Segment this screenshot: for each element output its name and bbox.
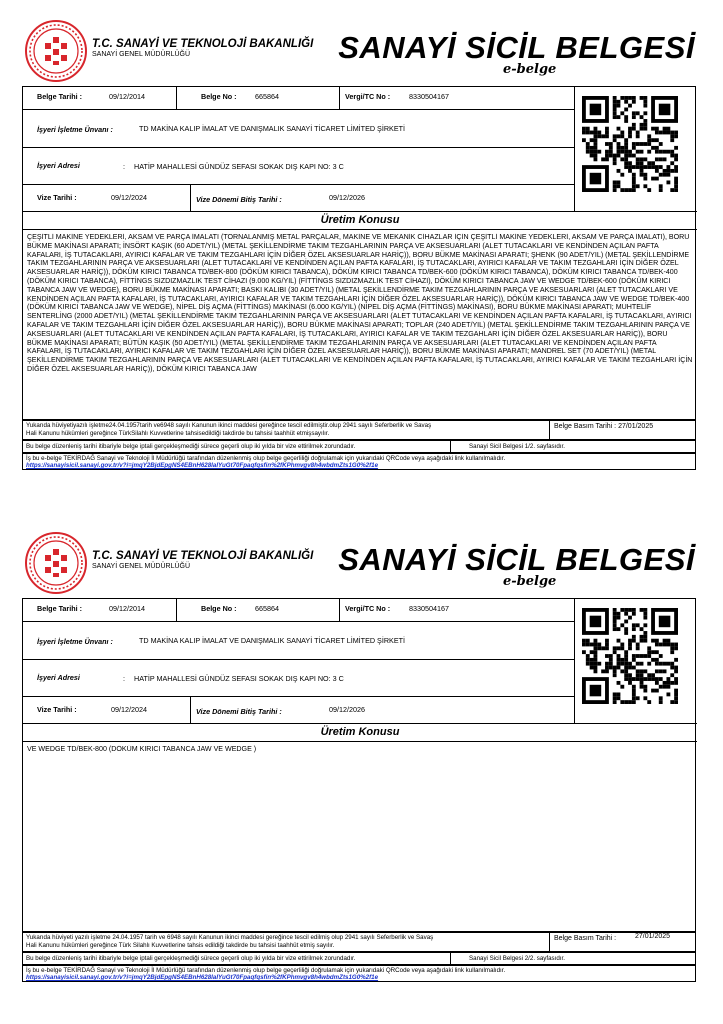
divider	[23, 211, 697, 212]
verify-note-box	[22, 965, 696, 982]
belge-no-label: Belge No :	[201, 92, 237, 101]
basim-tarihi: 27/01/2025	[635, 933, 671, 940]
unvan-label: İşyeri İşletme Ünvanı :	[37, 125, 113, 134]
ministry-name: T.C. SANAYİ VE TEKNOLOJİ BAKANLIĞI	[92, 550, 314, 562]
unvan-value: TD MAKİNA KALIP İMALAT VE DANIŞMALIK SANAYİ TİCARET LİMİTED ŞİRKETİ	[139, 636, 406, 645]
validity-note: Bu belge düzenleniş tarihi itibariyle belge iptali gerçekleşmediği sürece geçerli olup iki yılda bir vize ettirilmek zorundadır.	[26, 443, 356, 450]
verify-note-box	[22, 453, 696, 470]
document-title: SANAYİ SİCİL BELGESİ	[338, 542, 695, 577]
document-title: SANAYİ SİCİL BELGESİ	[338, 30, 695, 65]
vergi-no-label: Vergi/TC No :	[345, 604, 391, 613]
adres-label: İşyeri Adresi	[37, 673, 80, 682]
divider	[190, 696, 191, 723]
verify-note: İş bu e-belge TEKİRDAĞ Sanayi ve Teknoloji İl Müdürlüğü tarafından düzenlenmiş olup belge geçerliliği doğrulamak için yukarıdaki QRCode veya aşağıdaki link kullanılmalıdır.	[26, 967, 506, 974]
belge-tarihi-value: 09/12/2014	[109, 604, 145, 613]
legal-note-box	[22, 932, 696, 952]
vize-tarihi-label: Vize Tarihi :	[37, 705, 77, 714]
divider	[450, 953, 451, 964]
unvan-label: İşyeri İşletme Ünvanı :	[37, 637, 113, 646]
vize-tarihi-label: Vize Tarihi :	[37, 193, 77, 202]
vize-bitis-label: Vize Dönemi Bitiş Tarihi :	[196, 707, 282, 716]
e-belge-label: e-belge	[503, 62, 557, 77]
verify-note: İş bu e-belge TEKİRDAĞ Sanayi ve Teknoloji İl Müdürlüğü tarafından düzenlenmiş olup belge geçerliliği doğrulamak için yukarıdaki QRCode veya aşağıdaki link kullanılmalıdır.	[26, 455, 506, 462]
validity-note-box	[22, 952, 696, 965]
unvan-value: TD MAKİNA KALIP İMALAT VE DANIŞMALIK SANAYİ TİCARET LİMİTED ŞİRKETİ	[139, 124, 406, 133]
belge-tarihi-label: Belge Tarihi :	[37, 604, 82, 613]
divider	[339, 599, 340, 621]
vize-bitis-value: 09/12/2026	[329, 705, 365, 714]
divider	[549, 933, 550, 951]
vize-tarihi-value: 09/12/2024	[111, 193, 147, 202]
divider	[23, 109, 574, 110]
belge-tarihi-value: 09/12/2014	[109, 92, 145, 101]
divider	[23, 229, 697, 230]
divider	[574, 87, 575, 211]
legal-note-line-1: Yukarıda hüviyeti yazılı işletme 24.04.1957 tarih ve 6948 sayılı Kanunun ikinci maddesi gereğince tescil edilmiş olup 2941 sayılı Seferberlik ve Savaş	[26, 934, 434, 941]
vize-bitis-label: Vize Dönemi Bitiş Tarihi :	[196, 195, 282, 204]
vergi-no-label: Vergi/TC No :	[345, 92, 391, 101]
adres-colon: :	[123, 162, 125, 171]
divider	[23, 723, 697, 724]
divider	[450, 441, 451, 452]
basim-tarihi-label: Belge Basım Tarihi :	[554, 935, 617, 942]
divider	[190, 184, 191, 211]
adres-colon: :	[123, 674, 125, 683]
ministry-name: T.C. SANAYİ VE TEKNOLOJİ BAKANLIĞI	[92, 38, 314, 50]
directorate-name: SANAYİ GENEL MÜDÜRLÜĞÜ	[92, 51, 191, 58]
directorate-name: SANAYİ GENEL MÜDÜRLÜĞÜ	[92, 563, 191, 570]
e-belge-label: e-belge	[503, 574, 557, 589]
uretim-konusu-text: VE WEDGE TD/BEK-800 (DÖKÜM KIRICI TABANCA JAW VE WEDGE )	[27, 745, 257, 753]
divider	[23, 696, 574, 697]
verify-link[interactable]: https://sanayisicil.sanayi.gov.tr/v?i=jmqY2BjdEpgNS4EBnH628laIYuGt70Fpaqfqsfin%2fKPhmvgv8h4wbdmZts1G0%2f1e	[26, 974, 379, 981]
validity-note-box	[22, 440, 696, 453]
legal-note-line-2: Hali Kanunu hükümleri gereğince Türk Silahlı Kuvvetlerine tahsis edildiği takdirde bu tahsisi taahhüt etmiş sayılır.	[26, 942, 335, 949]
uretim-konusu-title: Üretim Konusu	[320, 214, 400, 226]
legal-note-line-1: Yukarıda hüviyetiyazılı işletme24.04.1957tarih ve6948 sayılı Kanunun ikinci maddesi gereğince tescil edilmiştir.olup 2941 sayılı Seferberlik ve Savaş	[26, 422, 432, 429]
belge-no-value: 665864	[255, 604, 279, 613]
qr-code-icon[interactable]	[582, 96, 678, 192]
divider	[176, 599, 177, 621]
divider	[23, 184, 574, 185]
certificate-box	[22, 86, 696, 420]
page-info: Sanayi Sicil Belgesi 2/2. sayfasıdır.	[469, 955, 565, 962]
legal-note-box	[22, 420, 696, 440]
basim-tarihi: Belge Basım Tarihi : 27/01/2025	[554, 423, 654, 430]
page-info: Sanayi Sicil Belgesi 1/2. sayfasıdır.	[469, 443, 565, 450]
vergi-no-value: 8330504167	[409, 92, 449, 101]
vergi-no-value: 8330504167	[409, 604, 449, 613]
divider	[23, 621, 574, 622]
ministry-seal-icon	[24, 19, 88, 83]
divider	[176, 87, 177, 109]
adres-label: İşyeri Adresi	[37, 161, 80, 170]
qr-code-icon[interactable]	[582, 608, 678, 704]
uretim-konusu-text: ÇEŞİTLİ MAKİNE YEDEKLERİ, AKSAM VE PARÇA İMALATI (TORNALANMIŞ METAL PARÇALAR, MAKİNE VE MEKANİK CİHAZLAR İÇİN ÇEŞİTLİ MAKİNE YEDEKLERİ, AKSAM VE PARÇA İMALATI), BORU BÜKME MAKİNASI APARATI; İNSÖRT KAŞIK (60 ADET/YIL) (METAL ŞEKİLLENDİRME TAKIM TEZGAHLARININ PARÇA VE AKSESUARLARI (ALET TUTACAKLARI VE KENDİNDEN AÇILAN PAFTA KAFALARI, İŞ TUTACAKLARI, AYIRICI KAFALAR VE TAKIM TEZGAHLARI İÇİN DİĞER ÖZEL AKSESUARLAR HARİÇ)), BORU BÜKME MAKİNASI APARATI; ŞHENK (90 ADET/YIL) (METAL ŞEKİLLENDİRME TAKIM TEZGAHLARININ PARÇA VE AKSESUARLARI (ALET TUTACAKLARI VE KENDİNDEN AÇILAN PAFTA KAFALARI, İŞ TUTACAKLARI, AYIRICI KAFALAR VE TAKIM TEZGAHLARI İÇİN DİĞER ÖZEL AKSESUARLAR HARİÇ)), DÖKÜM KIRICI TABANCA TD/BEK-800 (DÖKÜM KIRICI TABANCA), DÖKÜM KIRICI TABANCA TD/BEK-600 (DÖKÜM KIRICI TABANCA), DÖKÜM KIRICI TABANCA TD/BEK-400 (DÖKÜM KIRICI TABANCA), FİTTİNGS SIZDIZMAZLIK TEST CİHAZI (9.000 KG/YIL) (FİTTİNGS SIZDIZMAZLIK TEST CİHAZI), DÖKÜM KIRICI TABANCA JAW VE WEDGE TD/BEK-600 (DÖKÜM KIRICI TABANCA JAW VE WEDGE), BORU BÜKME MAKİNASI APARATI; BASKI KALIBI (30 ADET/YIL) (METAL ŞEKİLLENDİRME TAKIM TEZGAHLARININ PARÇA VE AKSESUARLARI (ALET TUTACAKLARI VE KENDİNDEN AÇILAN PAFTA KAFALARI, İŞ TUTACAKLARI, AYIRICI KAFALAR VE TAKIM TEZGAHLARI İÇİN DİĞER ÖZEL AKSESUARLAR HARİÇ)), DÖKÜM KIRICI TABANCA JAW VE WEDGE TD/BEK-400 (DÖKÜM KIRICI TABANCA JAW VE WEDGE), NİPEL DİŞ AÇMA (FİTTİNGS) MAKİNASI (6.000 KG/YIL) (NİPEL DİŞ AÇMA (FİTTİNGS) MAKİNASI), BORU BÜKME MAKİNASI APARATI; MUHTELİF SENTERLİNG (2000 ADET/YIL) (METAL ŞEKİLLENDİRME TAKIM TEZGAHLARININ PARÇA VE AKSESUARLARI (ALET TUTACAKLARI VE KENDİNDEN AÇILAN PAFTA KAFALARI, İŞ TUTACAKLARI, AYIRICI KAFALAR VE TAKIM TEZGAHLARI İÇİN DİĞER ÖZEL AKSESUARLAR HARİÇ)), BORU BÜKME MAKİNASI APARATI; TOPLAR (240 ADET/YIL) (METAL ŞEKİLLENDİRME TAKIM TEZGAHLARININ PARÇA VE AKSESUARLARI (ALET TUTACAKLARI VE KENDİNDEN AÇILAN PAFTA KAFALARI, İŞ TUTACAKLARI, AYIRICI KAFALAR VE TAKIM TEZGAHLARI İÇİN DİĞER ÖZEL AKSESUARLAR HARİÇ)), BORU BÜKME MAKİNASI APARATI; BÜTÜN KAŞIK (50 ADET/YIL) (METAL ŞEKİLLENDİRME TAKIM TEZGAHLARININ PARÇA VE AKSESUARLARI (ALET TUTACAKLARI VE KENDİNDEN AÇILAN PAFTA KAFALARI, İŞ TUTACAKLARI, AYIRICI KAFALAR VE TAKIM TEZGAHLARI İÇİN DİĞER ÖZEL AKSESUARLAR HARİÇ)), BORU BÜKME MAKİNASI APARATI; MANDREL SET (70 ADET/YIL) (METAL ŞEKİLLENDİRME TAKIM TEZGAHLARININ PARÇA VE AKSESUARLARI (ALET TUTACAKLARI VE KENDİNDEN AÇILAN PAFTA KAFALARI, İŞ TUTACAKLARI, AYIRICI KAFALAR VE TAKIM TEZGAHLARI İÇİN DİĞER ÖZEL AKSESUARLAR HARİÇ)), DÖKÜM KIRICI TABANCA JAW	[27, 233, 693, 373]
adres-value: HATİP MAHALLESİ GÜNDÜZ SEFASI SOKAK DIŞ KAPI NO: 3 C	[134, 162, 344, 171]
verify-link[interactable]: https://sanayisicil.sanayi.gov.tr/v?i=jmqY2BjdEpgNS4EBnH628laIYuGt70Fpaqfqsfin%2fKPhmvgv8h4wbdmZts1G0%2f1e	[26, 462, 379, 469]
ministry-seal-icon	[24, 531, 88, 595]
divider	[23, 659, 574, 660]
document-page-2	[0, 512, 723, 982]
vize-tarihi-value: 09/12/2024	[111, 705, 147, 714]
divider	[549, 421, 550, 439]
belge-tarihi-label: Belge Tarihi :	[37, 92, 82, 101]
divider	[23, 147, 574, 148]
belge-no-value: 665864	[255, 92, 279, 101]
divider	[339, 87, 340, 109]
legal-note-line-2: Hali Kanunu hükümleri gereğince TürkSilahlı Kuvvetlerine tahsisedildiği takdirde bu tahsisi taahhüt etmişsayılır.	[26, 430, 330, 437]
validity-note: Bu belge düzenleniş tarihi itibariyle belge iptali gerçekleşmediği sürece geçerli olup iki yılda bir vize ettirilmek zorundadır.	[26, 955, 356, 962]
divider	[574, 599, 575, 723]
vize-bitis-value: 09/12/2026	[329, 193, 365, 202]
certificate-box	[22, 598, 696, 932]
divider	[23, 741, 697, 742]
document-page-1	[0, 0, 723, 470]
uretim-konusu-title: Üretim Konusu	[320, 726, 400, 738]
belge-no-label: Belge No :	[201, 604, 237, 613]
adres-value: HATİP MAHALLESİ GÜNDÜZ SEFASI SOKAK DIŞ KAPI NO: 3 C	[134, 674, 344, 683]
